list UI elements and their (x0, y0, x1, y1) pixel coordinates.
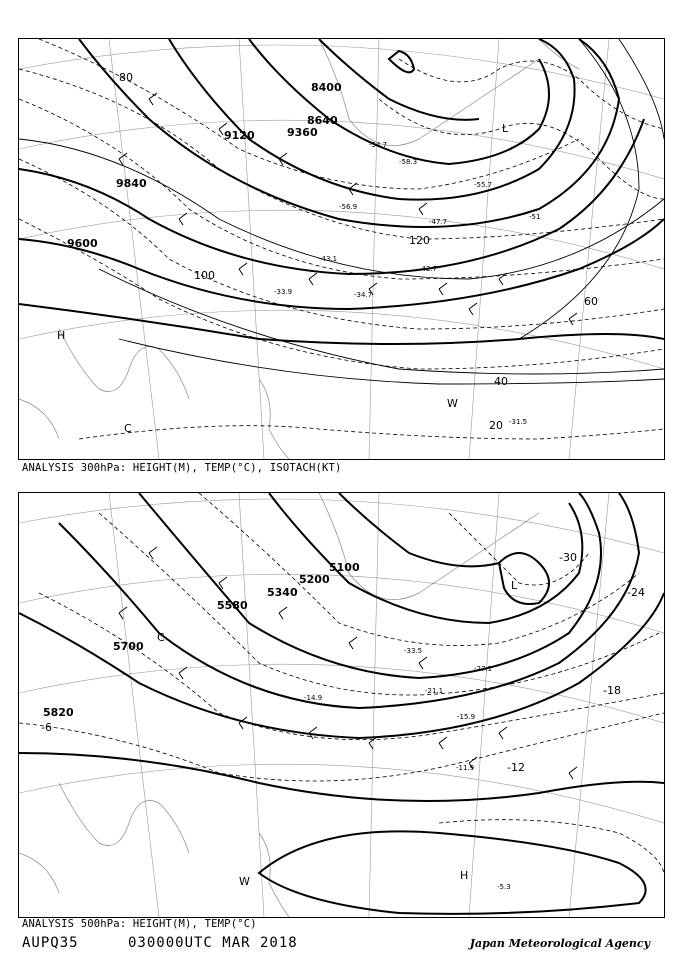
warm-marker: W (447, 397, 458, 410)
pressure-centers (157, 579, 518, 888)
warm-marker: W (239, 875, 250, 888)
height-label: 5700 (113, 640, 144, 653)
temp-label: -33.5 (404, 647, 423, 655)
temp-label: -56.9 (339, 203, 358, 211)
cold-marker: C (157, 631, 165, 644)
low-marker: L (511, 579, 518, 592)
isotach-label: 60 (584, 295, 598, 308)
coastline (19, 493, 539, 917)
agency-credit: Japan Meteorological Agency (469, 937, 650, 950)
temp-label: -31.5 (509, 418, 528, 426)
temp-label: -21.1 (425, 687, 444, 695)
isotherm-label: -24 (627, 586, 645, 599)
isotach-labels (119, 71, 598, 432)
height-label: 9120 (224, 129, 255, 142)
map-300hpa-canvas (19, 39, 664, 459)
coastline (19, 39, 579, 459)
low-marker: L (502, 122, 509, 135)
high-marker: H (57, 329, 66, 342)
temp-label: -34.7 (354, 291, 373, 299)
height-label: 8400 (311, 81, 342, 94)
temp-label: -14.9 (304, 694, 323, 702)
caption-500hpa: ANALYSIS 500hPa: HEIGHT(M), TEMP(°C) (22, 918, 257, 930)
isotherm-label: -30 (559, 551, 577, 564)
height-label: 5100 (329, 561, 360, 574)
caption-300hpa: ANALYSIS 300hPa: HEIGHT(M), TEMP(°C), ISOTACH(KT) (22, 462, 342, 474)
height-labels (67, 81, 342, 250)
temp-label: -51 (529, 213, 541, 221)
temp-label: -47.7 (429, 218, 448, 226)
height-label: 5820 (43, 706, 74, 719)
isotherm-label: -12 (507, 761, 525, 774)
temp-label: -58.3 (399, 158, 418, 166)
isotach-label: 40 (494, 375, 508, 388)
isotach-label: 100 (194, 269, 215, 282)
graticule (19, 39, 664, 459)
isotherm-label: -18 (603, 684, 621, 697)
height-label: 9360 (287, 126, 318, 139)
temp-label: -55.7 (474, 181, 493, 189)
temp-label: -5.3 (497, 883, 511, 891)
isotherms (19, 39, 664, 439)
valid-time: 030000UTC MAR 2018 (128, 935, 298, 951)
height-label: 5580 (217, 599, 248, 612)
temp-label: -27.1 (474, 665, 493, 673)
high-marker: H (460, 869, 469, 882)
height-label: 8640 (307, 114, 338, 127)
bulletin-code: AUPQ35 (22, 935, 79, 951)
temp-label: -43.1 (319, 255, 338, 263)
height-label: 5340 (267, 586, 298, 599)
isotherm-label: -6 (41, 721, 52, 734)
isotherm-labels (41, 551, 645, 774)
map-500hpa (18, 492, 665, 918)
temp-label: -15.9 (457, 713, 476, 721)
temp-label: -42.7 (419, 265, 438, 273)
isotach-label: 20 (489, 419, 503, 432)
height-label: 5200 (299, 573, 330, 586)
temp-label: -33.9 (274, 288, 293, 296)
height-label: 9600 (67, 237, 98, 250)
isotach-label: 120 (409, 234, 430, 247)
cold-marker: C (124, 422, 132, 435)
temp-label: -54.7 (369, 141, 388, 149)
temp-label: -11.9 (456, 764, 475, 772)
map-300hpa (18, 38, 665, 460)
isotach-label: 80 (119, 71, 133, 84)
height-label: 9840 (116, 177, 147, 190)
map-500hpa-canvas (19, 493, 664, 917)
